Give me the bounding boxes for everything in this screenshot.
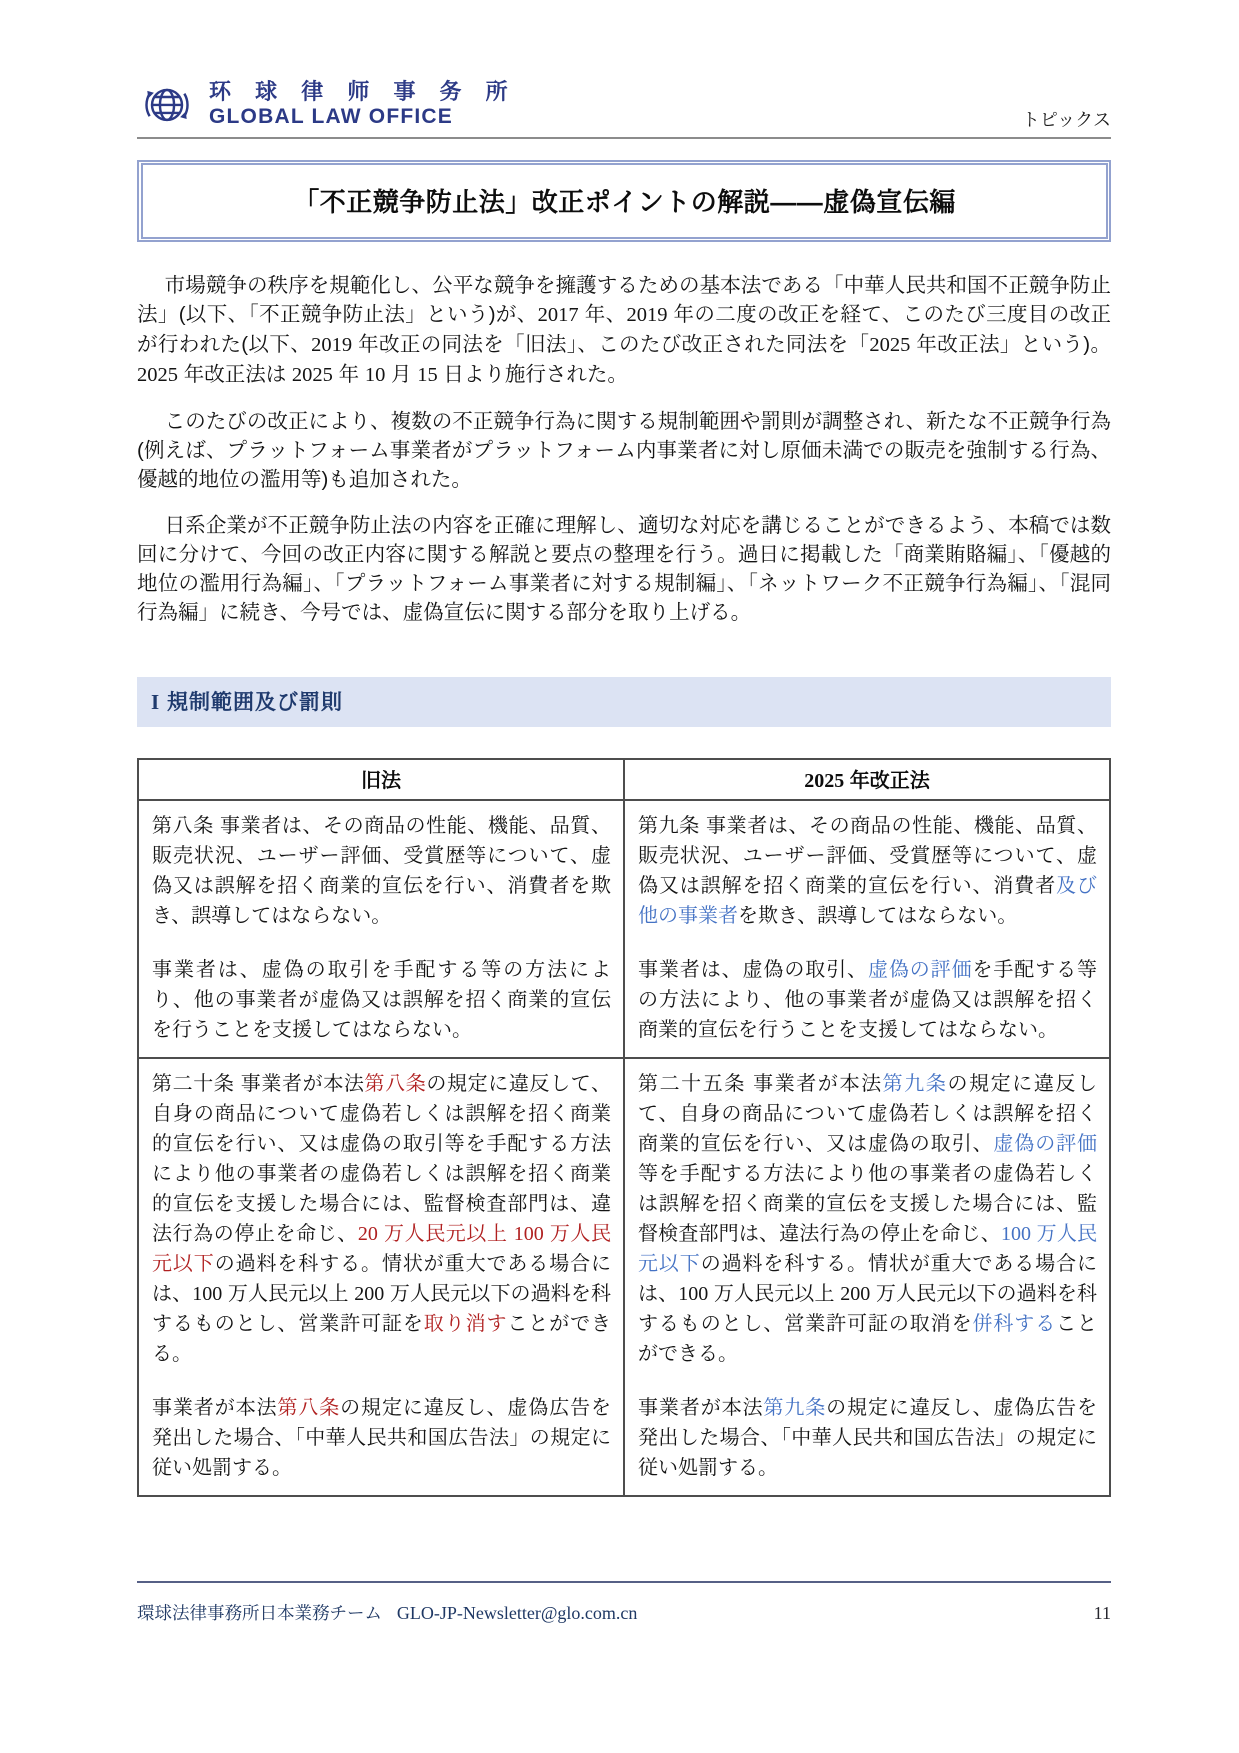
- page-header: [137, 0, 1111, 139]
- globe-logo-icon: [137, 74, 197, 134]
- paragraph: このたびの改正により、複数の不正競争行為に関する規制範囲や罰則が調整され、新たな不正競争行為(例えば、プラットフォーム事業者がプラットフォーム内事業者に対し原価未満での販売を強制する行為、優越的地位の濫用等)も追加された。: [137, 410, 1111, 491]
- cell-new-law-article9: [624, 800, 1110, 1058]
- table-row: [138, 1058, 1110, 1496]
- paragraph: 第九条 事業者は、その商品の性能、機能、品質、販売状況、ユーザー評価、受賞歴等について、虚偽又は誤解を招く商業的宣伝を行い、消費者及び他の事業者を欺き、誤導してはならない。: [638, 815, 1098, 927]
- footer-contact: [137, 1600, 637, 1625]
- cell-old-law-article8: [138, 800, 624, 1058]
- article-title: 「不正競争防止法」改正ポイントの解説——虚偽宣伝編: [293, 187, 956, 217]
- article-title-box: [137, 160, 1111, 242]
- paragraph: 第二十条 事業者が本法第八条の規定に違反して、自身の商品について虚偽若しくは誤解を招く商業的宣伝を行い、又は虚偽の取引等を手配する方法により他の事業者の虚偽若しくは誤解を招く商業的宣伝を支援した場合には、監督検査部門は、違法行為の停止を命じ、20 万人民元以上 100 万人民元以下の過料を科する。情状が重大である場合には、100 万人民元以上 200 万人民元以下の過料を科するものとし、営業許可証を取り消すことができる。: [152, 1073, 612, 1365]
- paragraph: 事業者が本法第八条の規定に違反し、虚偽広告を発出した場合、「中華人民共和国広告法」の規定に従い処罰する。: [152, 1397, 612, 1479]
- paragraph: 事業者は、虚偽の取引を手配する等の方法により、他の事業者が虚偽又は誤解を招く商業的宣伝を行うことを支援してはならない。: [152, 959, 611, 1041]
- section-heading: I 規制範囲及び罰則: [137, 677, 1111, 727]
- paragraph: 第八条 事業者は、その商品の性能、機能、品質、販売状況、ユーザー評価、受賞歴等について、虚偽又は誤解を招く商業的宣伝を行い、消費者を欺き、誤導してはならない。: [152, 815, 611, 927]
- table-row: [138, 800, 1110, 1058]
- firm-logo: [137, 74, 517, 136]
- footer-team-name: 環球法律事務所日本業務チーム: [137, 1603, 382, 1623]
- paragraph: 第二十五条 事業者が本法第九条の規定に違反して、自身の商品について虚偽若しくは誤解を招く商業的宣伝を行い、又は虚偽の取引、虚偽の評価等を手配する方法により他の事業者の虚偽若しくは誤解を招く商業的宣伝を支援した場合には、監督検査部門は、違法行為の停止を命じ、100 万人民元以下の過料を科する。情状が重大である場合には、100 万人民元以上 200 万人民元以下の過料を科するものとし、営業許可証の取消を併科することができる。: [638, 1073, 1098, 1365]
- column-header-old-law: 旧法: [138, 759, 624, 800]
- cell-new-law-article25: [624, 1058, 1110, 1496]
- column-header-2025-law: 2025 年改正法: [624, 759, 1110, 800]
- page-number: 11: [1093, 1603, 1111, 1623]
- page-content: [137, 160, 1111, 1497]
- topics-label: トピックス: [1021, 110, 1111, 130]
- firm-name-chinese: 环 球 律 师 事 务 所: [209, 79, 517, 105]
- page-footer: [137, 1581, 1111, 1625]
- cell-old-law-article20: [138, 1058, 624, 1496]
- firm-name: [209, 79, 517, 128]
- paragraph: 事業者は、虚偽の取引、虚偽の評価を手配する等の方法により、他の事業者が虚偽又は誤解を招く商業的宣伝を行うことを支援してはならない。: [638, 959, 1098, 1041]
- paragraph: 事業者が本法第九条の規定に違反し、虚偽広告を発出した場合、「中華人民共和国広告法」の規定に従い処罰する。: [638, 1397, 1098, 1479]
- footer-email: GLO-JP-Newsletter@glo.com.cn: [396, 1603, 638, 1623]
- paragraph: 市場競争の秩序を規範化し、公平な競争を擁護するための基本法である「中華人民共和国不正競争防止法」(以下、「不正競争防止法」という)が、2017 年、2019 年の二度の改正を経て、このたび三度目の改正が行われた(以下、2019 年改正の同法を「旧法」、このたび改正された同法を「2025 年改正法」という)。2025 年改正法は 2025 年 10 月 15 日より施行された。: [137, 274, 1111, 386]
- intro-paragraphs: [137, 271, 1111, 627]
- firm-name-english: GLOBAL LAW OFFICE: [209, 104, 453, 128]
- table-header-row: [138, 759, 1110, 800]
- paragraph: 日系企業が不正競争防止法の内容を正確に理解し、適切な対応を講じることができるよう、本稿では数回に分けて、今回の改正内容に関する解説と要点の整理を行う。過日に掲載した「商業賄賂編」、「優越的地位の濫用行為編」、「プラットフォーム事業者に対する規制編」、「ネットワーク不正競争行為編」、「混同行為編」に続き、今号では、虚偽宣伝に関する部分を取り上げる。: [137, 514, 1111, 624]
- law-comparison-table: [137, 758, 1111, 1497]
